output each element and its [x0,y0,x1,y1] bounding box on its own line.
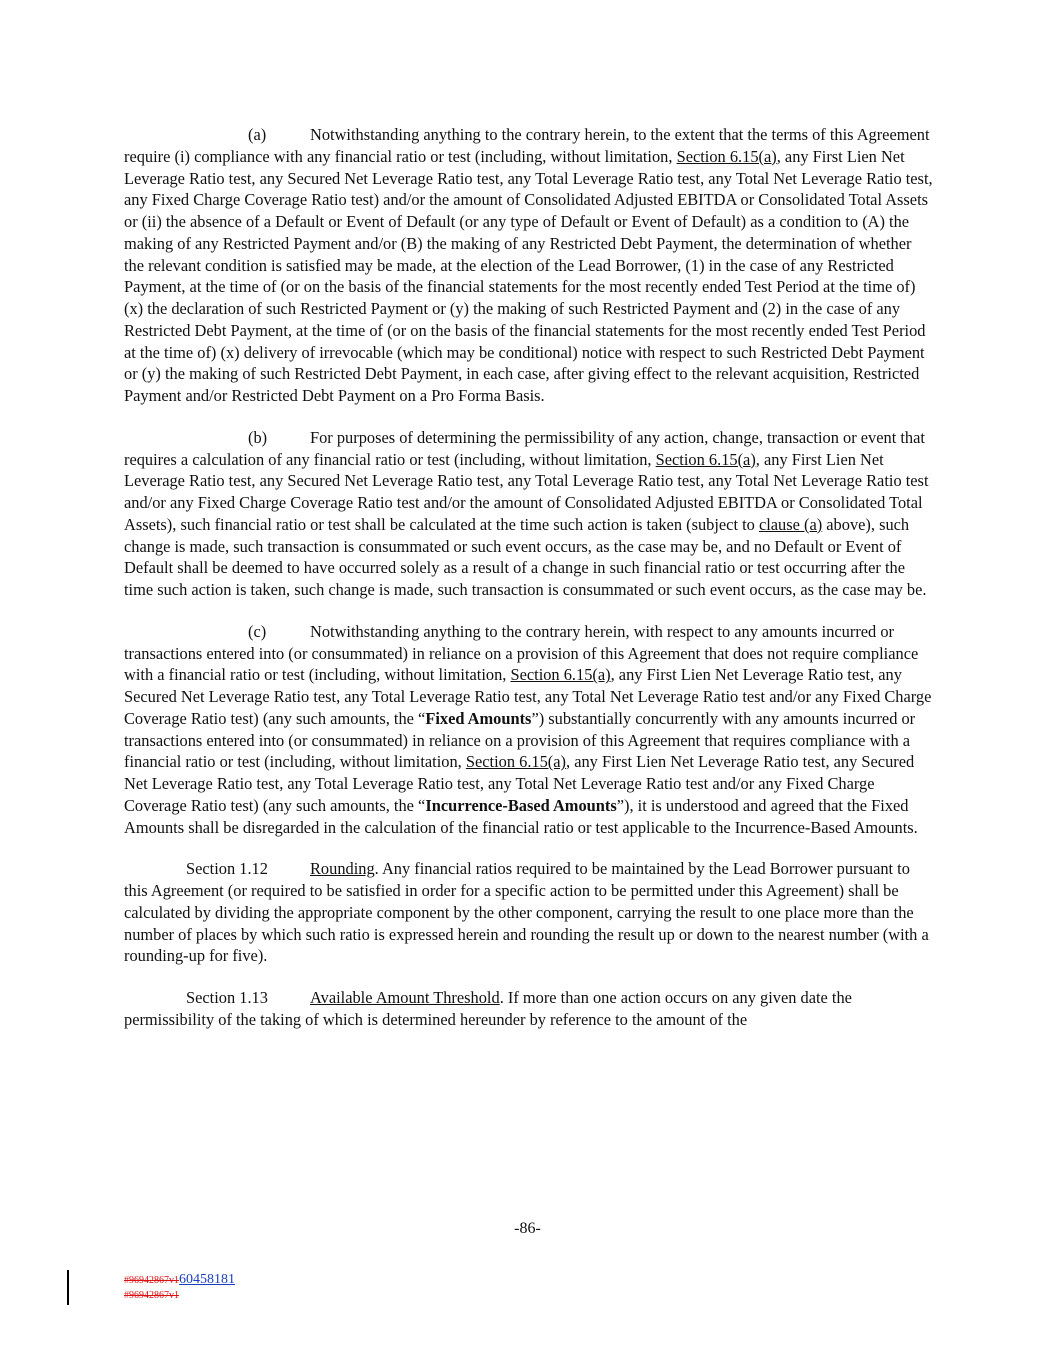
section-title: Available Amount Threshold [310,988,500,1007]
paragraph-b: (b) For purposes of determining the permissibility of any action, change, transaction or event that requires a calculation of any financial ratio or test (including, without limitation, Section 6.15(a), any First Lien Net Leverage Ratio test, any Secured Net Leverage Ratio test, any Total Leverage Ratio test, any Total Net Leverage Ratio test and/or any Fixed Charge Coverage Ratio test and/or the amount of Consolidated Adjusted EBITDA or Consolidated Total Assets), such financial ratio or test shall be calculated at the time such action is taken (subject to clause (a) above), such change is made, such transaction is consummated or such event occurs, as the case may be, and no Default or Event of Default shall be deemed to have occurred solely as a result of a change in such financial ratio or test occurring after the time such action is taken, such change is made, such transaction is consummated or such event occurs, as the case may be. [124,427,929,599]
section-1-12: Section 1.12 Rounding. Any financial ratios required to be maintained by the Lead Borrower pursuant to this Agreement (or required to be satisfied in order for a specific action to be permitted under this Agreement) shall be calculated by dividing the appropriate component by the other component, carrying the result to one place more than the number of places by which such ratio is expressed herein and rounding the result up or down to the nearest number (with a rounding-up for five). [124,859,929,966]
deleted-doc-id: #96942867v1 [124,1290,179,1301]
document-id-footer [124,1273,235,1303]
revision-change-bar [67,1270,69,1305]
paragraph-a: (a) Notwithstanding anything to the contrary herein, to the extent that the terms of this Agreement require (i) compliance with any financial ratio or test (including, without limitation, Section 6.15(a), any First Lien Net Leverage Ratio test, any Secured Net Leverage Ratio test, any Total Leverage Ratio test, any Total Net Leverage Ratio test, any Fixed Charge Coverage Ratio test) and/or the amount of Consolidated Adjusted EBITDA or Consolidated Total Assets or (ii) the absence of a Default or Event of Default (or any type of Default or Event of Default) as a condition to (A) the making of any Restricted Payment and/or (B) the making of any Restricted Debt Payment, the determination of whether the relevant condition is satisfied may be made, at the election of the Lead Borrower, (1) in the case of any Restricted Payment, at the time of (or on the basis of the financial statements for the most recently ended Test Period at the time of) (x) the declaration of such Restricted Payment or (y) the making of such Restricted Payment and (2) in the case of any Restricted Debt Payment, at the time of (or on the basis of the financial statements for the most recently ended Test Period at the time of) (x) delivery of irrevocable (which may be conditional) notice with respect to such Restricted Debt Payment or (y) the making of such Restricted Debt Payment, in each case, after giving effect to the relevant acquisition, Restricted Payment and/or Restricted Debt Payment on a Pro Forma Basis. [124,125,933,405]
section-reference: Section 6.15(a) [655,449,756,469]
paragraph-c: (c) Notwithstanding anything to the contrary herein, with respect to any amounts incurred or transactions entered into (or consummated) in reliance on a provision of this Agreement that does not require compliance with a financial ratio or test (including, without limitation, Section 6.15(a), any First Lien Net Leverage Ratio test, any Secured Net Leverage Ratio test, any Total Leverage Ratio test, any Total Net Leverage Ratio test and/or any Fixed Charge Coverage Ratio test) (any such amounts, the “Fixed Amounts”) substantially concurrently with any amounts incurred or transactions entered into (or consummated) in reliance on a provision of this Agreement that requires compliance with a financial ratio or test (including, without limitation, Section 6.15(a), any First Lien Net Leverage Ratio test, any Secured Net Leverage Ratio test, any Total Leverage Ratio test, any Total Net Leverage Ratio test and/or any Fixed Charge Coverage Ratio test) (any such amounts, the “Incurrence-Based Amounts”), it is understood and agreed that the Fixed Amounts shall be disregarded in the calculation of the financial ratio or test applicable to the Incurrence-Based Amounts. [124,621,932,837]
section-1-13: Section 1.13 Available Amount Threshold. If more than one action occurs on any given date the permissibility of the taking of which is determined hereunder by reference to the amount of the [124,988,852,1029]
section-reference: Section 6.15(a) [510,665,611,685]
section-reference: Section 6.15(a) [465,752,566,772]
section-title: Rounding [310,859,375,879]
section-label: Section 1.12 [186,859,268,879]
section-label: Section 1.13 [186,988,268,1007]
clause-label: (c) [248,621,267,641]
defined-term: Fixed Amounts [425,708,532,728]
clause-label: (a) [248,125,267,144]
deleted-doc-id: #96942867v1 [124,1275,179,1286]
section-reference: Section 6.15(a) [676,146,777,166]
page-number: -86- [514,1220,541,1237]
inserted-doc-id: 60458181 [179,1272,235,1287]
clause-label: (b) [248,427,268,447]
clause-reference: clause (a) [758,514,823,534]
defined-term: Incurrence-Based Amounts [425,795,617,815]
document-body [124,124,934,1051]
